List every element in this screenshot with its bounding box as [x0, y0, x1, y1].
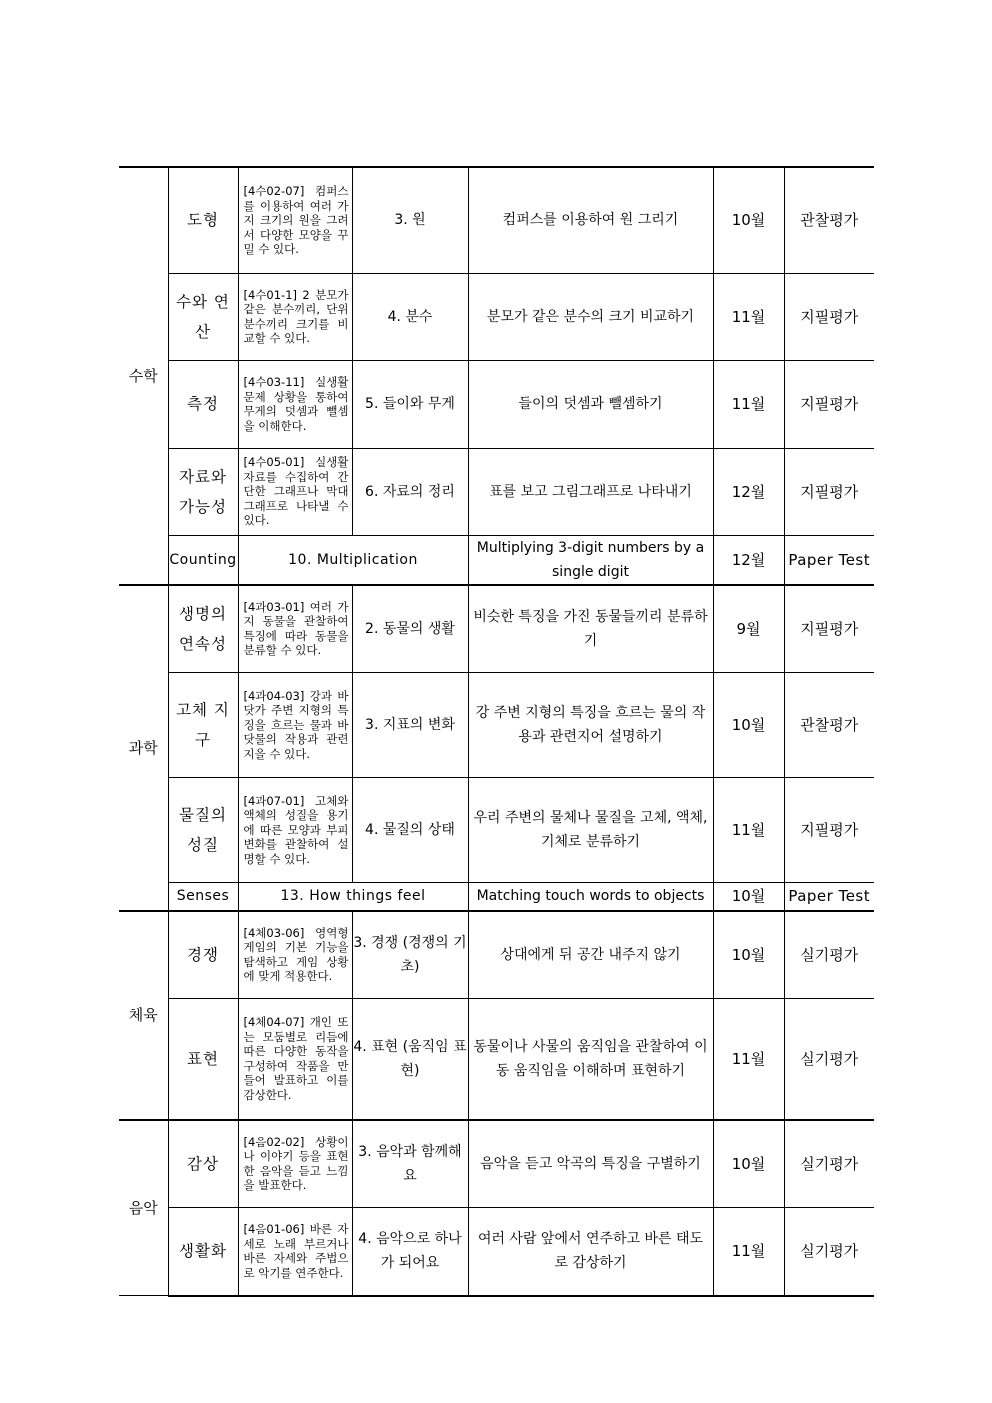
goal-cell: 우리 주변의 물체나 물질을 고체, 액체, 기체로 분류하기 — [468, 778, 713, 883]
unit-cell: 10. Multiplication — [238, 535, 468, 585]
unit-cell: 5. 들이와 무게 — [352, 360, 468, 448]
table-row — [119, 1120, 874, 1208]
evaluation-cell: 관찰평가 — [784, 167, 874, 273]
goal-cell: 음악을 듣고 악곡의 특징을 구별하기 — [468, 1120, 713, 1208]
subject-cell: 음악 — [119, 1120, 168, 1296]
month-cell: 12월 — [713, 535, 784, 585]
table-row — [119, 1208, 874, 1296]
area-cell: 생활화 — [168, 1208, 238, 1296]
month-cell: 10월 — [713, 883, 784, 911]
area-cell: Counting — [168, 535, 238, 585]
month-cell: 10월 — [713, 911, 784, 999]
unit-cell: 6. 자료의 정리 — [352, 448, 468, 535]
table-row — [119, 999, 874, 1120]
goal-cell: 분모가 같은 분수의 크기 비교하기 — [468, 273, 713, 360]
month-cell: 11월 — [713, 360, 784, 448]
table-row — [119, 778, 874, 883]
area-cell: 감상 — [168, 1120, 238, 1208]
evaluation-cell: 실기평가 — [784, 1208, 874, 1296]
subject-cell: 과학 — [119, 585, 168, 911]
goal-cell: 들이의 덧셈과 뺄셈하기 — [468, 360, 713, 448]
area-cell: 표현 — [168, 999, 238, 1120]
unit-cell: 3. 경쟁 (경쟁의 기초) — [352, 911, 468, 999]
evaluation-cell: 지필평가 — [784, 778, 874, 883]
table-row — [119, 585, 874, 673]
standard-cell: [4음02-02] 상황이나 이야기 등을 표현한 음악을 듣고 느낌을 발표한다. — [238, 1120, 352, 1208]
unit-cell: 2. 동물의 생활 — [352, 585, 468, 673]
unit-cell: 13. How things feel — [238, 883, 468, 911]
evaluation-cell: 실기평가 — [784, 999, 874, 1120]
goal-cell: Multiplying 3-digit numbers by a single digit — [468, 535, 713, 585]
standard-cell: [4과07-01] 고체와 액체의 성질을 용기에 따른 모양과 부피 변화를 관찰하여 설명할 수 있다. — [238, 778, 352, 883]
standard-cell: [4과04-03] 강과 바닷가 주변 지형의 특징을 흐르는 물과 바닷물의 작용과 관련지을 수 있다. — [238, 673, 352, 778]
evaluation-cell: 지필평가 — [784, 585, 874, 673]
evaluation-cell: Paper Test — [784, 883, 874, 911]
month-cell: 10월 — [713, 1120, 784, 1208]
table-row — [119, 448, 874, 535]
unit-cell: 3. 지표의 변화 — [352, 673, 468, 778]
goal-cell: 동물이나 사물의 움직임을 관찰하여 이동 움직임을 이해하며 표현하기 — [468, 999, 713, 1120]
unit-cell: 3. 원 — [352, 167, 468, 273]
month-cell: 10월 — [713, 167, 784, 273]
area-cell: 측정 — [168, 360, 238, 448]
table-row — [119, 273, 874, 360]
month-cell: 9월 — [713, 585, 784, 673]
unit-cell: 3. 음악과 함께해요 — [352, 1120, 468, 1208]
area-cell: 도형 — [168, 167, 238, 273]
unit-cell: 4. 표현 (움직임 표현) — [352, 999, 468, 1120]
month-cell: 11월 — [713, 1208, 784, 1296]
standard-cell: [4체04-07] 개인 또는 모둠별로 리듬에 따른 다양한 동작을 구성하여 작품을 만들어 발표하고 이를 감상한다. — [238, 999, 352, 1120]
evaluation-cell: 실기평가 — [784, 911, 874, 999]
subject-cell: 체육 — [119, 911, 168, 1120]
table-row — [119, 360, 874, 448]
goal-cell: 여러 사람 앞에서 연주하고 바른 태도로 감상하기 — [468, 1208, 713, 1296]
english-row — [119, 535, 874, 585]
month-cell: 12월 — [713, 448, 784, 535]
unit-cell: 4. 음악으로 하나가 되어요 — [352, 1208, 468, 1296]
evaluation-cell: 관찰평가 — [784, 673, 874, 778]
month-cell: 10월 — [713, 673, 784, 778]
assessment-plan-table — [119, 166, 874, 1297]
evaluation-cell: Paper Test — [784, 535, 874, 585]
table-row — [119, 673, 874, 778]
standard-cell: [4수05-01] 실생활 자료를 수집하여 간단한 그래프나 막대그래프로 나타낼 수 있다. — [238, 448, 352, 535]
month-cell: 11월 — [713, 778, 784, 883]
standard-cell: [4과03-01] 여러 가지 동물을 관찰하여 특징에 따라 동물을 분류할 수 있다. — [238, 585, 352, 673]
unit-cell: 4. 분수 — [352, 273, 468, 360]
goal-cell: 비슷한 특징을 가진 동물들끼리 분류하기 — [468, 585, 713, 673]
month-cell: 11월 — [713, 999, 784, 1120]
area-cell: 물질의 성질 — [168, 778, 238, 883]
area-cell: Senses — [168, 883, 238, 911]
area-cell: 고체 지구 — [168, 673, 238, 778]
evaluation-cell: 지필평가 — [784, 273, 874, 360]
standard-cell: [4음01-06] 바른 자세로 노래 부르거나 바른 자세와 주법으로 악기를 연주한다. — [238, 1208, 352, 1296]
goal-cell: Matching touch words to objects — [468, 883, 713, 911]
area-cell: 수와 연산 — [168, 273, 238, 360]
standard-cell: [4수03-11] 실생활 문제 상황을 통하여 무게의 덧셈과 뺄셈을 이해한다. — [238, 360, 352, 448]
area-cell: 생명의 연속성 — [168, 585, 238, 673]
standard-cell: [4수02-07] 컴퍼스를 이용하여 여러 가지 크기의 원을 그려서 다양한 모양을 꾸밀 수 있다. — [238, 167, 352, 273]
standard-cell: [4체03-06] 영역형 게임의 기본 기능을 탐색하고 게임 상황에 맞게 적용한다. — [238, 911, 352, 999]
subject-cell: 수학 — [119, 167, 168, 585]
area-cell: 경쟁 — [168, 911, 238, 999]
table-row — [119, 911, 874, 999]
table-row — [119, 167, 874, 273]
goal-cell: 상대에게 뒤 공간 내주지 않기 — [468, 911, 713, 999]
goal-cell: 강 주변 지형의 특징을 흐르는 물의 작용과 관련지어 설명하기 — [468, 673, 713, 778]
english-row — [119, 883, 874, 911]
standard-cell: [4수01-1] 2 분모가 같은 분수끼리, 단위분수끼리 크기를 비교할 수 있다. — [238, 273, 352, 360]
area-cell: 자료와 가능성 — [168, 448, 238, 535]
goal-cell: 표를 보고 그림그래프로 나타내기 — [468, 448, 713, 535]
goal-cell: 컴퍼스를 이용하여 원 그리기 — [468, 167, 713, 273]
evaluation-cell: 실기평가 — [784, 1120, 874, 1208]
month-cell: 11월 — [713, 273, 784, 360]
evaluation-cell: 지필평가 — [784, 448, 874, 535]
unit-cell: 4. 물질의 상태 — [352, 778, 468, 883]
evaluation-cell: 지필평가 — [784, 360, 874, 448]
